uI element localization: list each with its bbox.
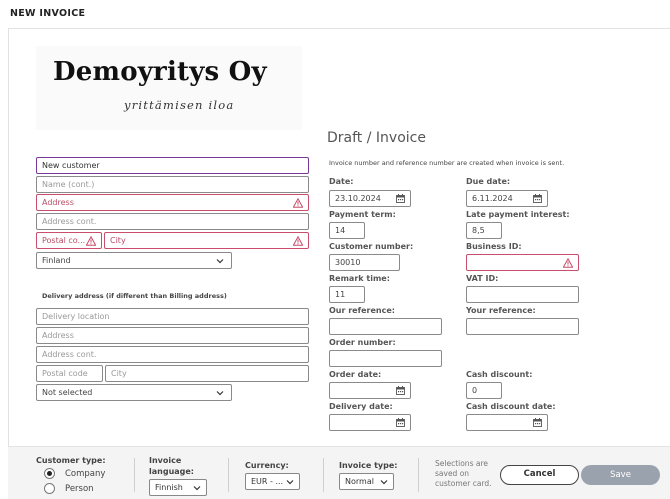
our-reference-label: Our reference: [329,306,395,315]
cash-discount-date-input[interactable] [466,414,548,431]
order-date-label: Order date: [329,370,382,379]
payment-term-input[interactable]: 14 [329,222,365,239]
name-cont-input[interactable]: Name (cont.) [36,176,309,193]
calendar-icon[interactable] [396,386,405,395]
country-select[interactable] [36,252,232,269]
order-number-label: Order number: [329,338,396,347]
warning-icon [293,198,303,208]
delivery-date-input[interactable] [329,414,411,431]
company-logo [36,46,302,130]
calendar-icon[interactable] [396,418,405,427]
chevron-down-icon [216,389,224,397]
currency-select[interactable] [245,473,300,490]
address-input[interactable] [36,194,309,211]
warning-icon [86,236,96,246]
footer-divider [323,458,324,492]
cash-discount-input[interactable]: 0 [466,382,502,399]
our-reference-input[interactable] [329,318,442,335]
chevron-down-icon [193,484,201,492]
chevron-down-icon [216,257,224,265]
date-label: Date: [329,177,354,186]
cash-discount-label: Cash discount: [466,370,533,379]
vat-id-input[interactable] [466,286,579,303]
business-id-input[interactable] [466,254,579,271]
invoice-number-note: Invoice number and reference number are created when invoice is sent. [329,159,565,167]
due-date-input[interactable] [466,190,548,207]
person-label: Person [65,484,94,494]
warning-icon [563,258,573,268]
chevron-down-icon [286,478,294,486]
delivery-city-input[interactable]: City [105,365,309,382]
postal-code-input[interactable] [36,232,102,249]
invoice-language-label: Invoice language: [149,456,195,476]
delivery-country-select[interactable] [36,384,232,401]
your-reference-label: Your reference: [466,306,536,315]
customer-type-label: Customer type: [36,456,106,465]
company-label: Company [65,469,106,479]
country-value: Finland [42,256,71,265]
warning-icon [293,236,303,246]
business-id-label: Business ID: [466,242,522,251]
company-radio[interactable] [44,468,55,479]
save-button[interactable]: Save [581,465,660,485]
top-bar [0,0,670,28]
your-reference-input[interactable] [466,318,579,335]
person-radio[interactable] [44,483,55,494]
delivery-postal-code-input[interactable]: Postal code [36,365,103,382]
customer-number-label: Customer number: [329,242,414,251]
footer-divider [134,458,135,492]
calendar-icon[interactable] [533,418,542,427]
order-date-input[interactable] [329,382,411,399]
invoice-language-select[interactable] [149,479,207,496]
delivery-address-label: Delivery address (if different than Billing address) [42,292,227,300]
chevron-down-icon [380,478,388,486]
delivery-address-input[interactable]: Address [36,327,309,344]
customer-name-input[interactable]: New customer [36,157,309,174]
address-cont-input[interactable]: Address cont. [36,213,309,230]
address-placeholder: Address [42,198,74,207]
late-interest-input[interactable]: 8,5 [466,222,502,239]
delivery-location-input[interactable]: Delivery location [36,308,309,325]
vat-id-label: VAT ID: [466,274,499,283]
invoice-type-select[interactable] [339,473,394,490]
order-number-input[interactable] [329,350,442,367]
cash-discount-date-label: Cash discount date: [466,402,556,411]
due-date-label: Due date: [466,177,511,186]
late-interest-label: Late payment interest: [466,210,570,219]
invoice-type-label: Invoice type: [339,461,398,470]
delivery-date-label: Delivery date: [329,402,393,411]
city-input[interactable] [104,232,309,249]
invoice-heading: Draft / Invoice [327,130,426,146]
currency-label: Currency: [245,461,289,470]
invoice-language-value: Finnish [155,483,183,492]
calendar-icon[interactable] [533,194,542,203]
delivery-country-value: Not selected [42,388,93,397]
remark-time-input[interactable]: 11 [329,286,365,303]
cancel-button[interactable]: Cancel [500,465,579,485]
saved-on-customer-card-note: Selections are saved on customer card. [435,459,492,488]
logo-brand: Demoyritys Oy [53,57,267,87]
date-input[interactable] [329,190,411,207]
invoice-type-value: Normal [345,477,374,486]
customer-number-input[interactable]: 30010 [329,254,400,271]
postal-code-placeholder: Postal co... [42,236,86,245]
remark-time-label: Remark time: [329,274,390,283]
delivery-address-cont-input[interactable]: Address cont. [36,346,309,363]
date-value: 23.10.2024 [335,194,381,203]
page-title: NEW INVOICE [10,8,86,19]
city-placeholder: City [110,236,126,245]
calendar-icon[interactable] [396,194,405,203]
logo-tagline: yrittämisen iloa [124,98,235,112]
due-date-value: 6.11.2024 [472,194,513,203]
footer-divider [228,458,229,492]
footer-divider [418,458,419,492]
payment-term-label: Payment term: [329,210,396,219]
currency-value: EUR - ... [251,477,284,486]
